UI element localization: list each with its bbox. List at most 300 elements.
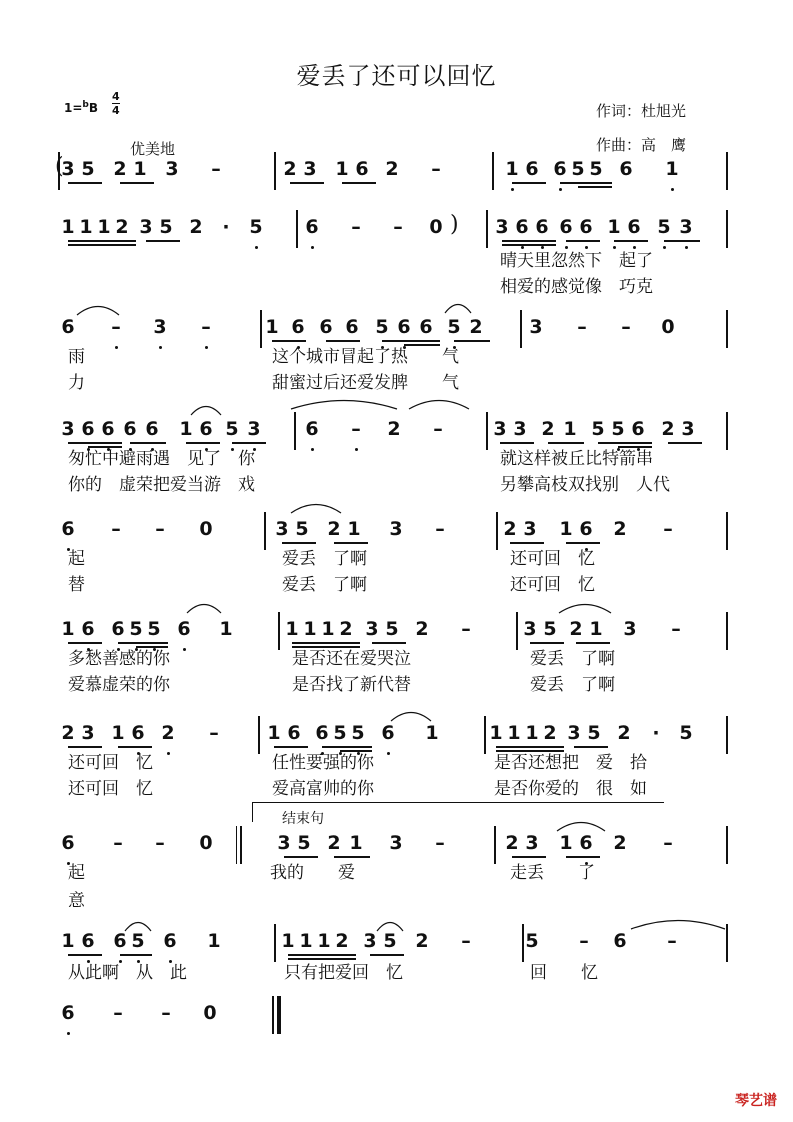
lyric-line: 甜蜜过后还爱发脾 气 bbox=[272, 373, 459, 393]
note: 1 bbox=[267, 722, 281, 744]
beam-line bbox=[454, 340, 490, 342]
beam-line bbox=[668, 442, 702, 444]
note: 2 bbox=[613, 518, 627, 540]
note: 0 bbox=[203, 1002, 217, 1024]
note: 6 bbox=[81, 930, 95, 952]
lyric-line: 另攀高枝双找别 人代 bbox=[500, 475, 670, 495]
note: 0 bbox=[199, 518, 213, 540]
note: 6 bbox=[515, 216, 529, 238]
octave-dot bbox=[671, 188, 674, 191]
note: 1 bbox=[61, 216, 75, 238]
note: – bbox=[161, 1002, 171, 1024]
octave-dot bbox=[183, 648, 186, 651]
barline bbox=[274, 924, 276, 962]
note: 1 bbox=[97, 216, 111, 238]
beam-line bbox=[664, 240, 700, 242]
beam-line bbox=[68, 182, 102, 184]
note: · bbox=[222, 216, 230, 238]
barline bbox=[726, 826, 728, 864]
note: 3 bbox=[389, 518, 403, 540]
note: 1 bbox=[563, 418, 577, 440]
note: 2 bbox=[661, 418, 675, 440]
note: 6 bbox=[553, 158, 567, 180]
beam-line bbox=[68, 240, 136, 242]
beam-line bbox=[68, 954, 102, 956]
note: 2 bbox=[569, 618, 583, 640]
note: – bbox=[663, 832, 673, 854]
lyric-line: 回 忆 bbox=[530, 963, 598, 983]
note: 1 bbox=[79, 216, 93, 238]
note: 6 bbox=[199, 418, 213, 440]
note: 2 bbox=[327, 518, 341, 540]
note: 1 bbox=[133, 158, 147, 180]
note: 1 bbox=[317, 930, 331, 952]
note: 5 bbox=[543, 618, 557, 640]
note: – bbox=[433, 418, 443, 440]
note: – bbox=[211, 158, 221, 180]
note: 6 bbox=[61, 518, 75, 540]
note: 6 bbox=[631, 418, 645, 440]
note: 6 bbox=[345, 316, 359, 338]
note: 2 bbox=[61, 722, 75, 744]
note: 5 bbox=[333, 722, 347, 744]
barline bbox=[516, 612, 518, 650]
lyric-line: 相爱的感觉像 巧克 bbox=[500, 277, 653, 297]
note: 6 bbox=[145, 418, 159, 440]
lyric-line: 我的 爱 bbox=[270, 863, 355, 883]
note: 3 bbox=[139, 216, 153, 238]
note: 5 bbox=[611, 418, 625, 440]
note: 5 bbox=[351, 722, 365, 744]
barline bbox=[486, 210, 488, 248]
note: 3 bbox=[153, 316, 167, 338]
slur-mark bbox=[558, 600, 612, 614]
lyric-line: 只有把爱回 忆 bbox=[284, 963, 403, 983]
note: 3 bbox=[81, 722, 95, 744]
note: 3 bbox=[275, 518, 289, 540]
note: 2 bbox=[415, 618, 429, 640]
ending-bracket bbox=[252, 802, 664, 803]
beam-line bbox=[566, 240, 600, 242]
barline bbox=[494, 826, 496, 864]
note: 1 bbox=[559, 832, 573, 854]
barline bbox=[726, 310, 728, 348]
octave-dot bbox=[159, 346, 162, 349]
note: 6 bbox=[319, 316, 333, 338]
note: 5 bbox=[295, 518, 309, 540]
note: 3 bbox=[165, 158, 179, 180]
barline bbox=[726, 412, 728, 450]
note: 1 bbox=[525, 722, 539, 744]
lyric-line: 还可回 忆 bbox=[510, 575, 595, 595]
note: 1 bbox=[665, 158, 679, 180]
beam-line bbox=[370, 954, 404, 956]
slur-mark bbox=[290, 396, 398, 410]
octave-dot bbox=[205, 346, 208, 349]
note: 2 bbox=[503, 518, 517, 540]
note: 1 bbox=[607, 216, 621, 238]
note: 1 bbox=[489, 722, 503, 744]
note: 0 bbox=[661, 316, 675, 338]
lyric-line: 还可回 忆 bbox=[68, 753, 153, 773]
lyric-line: 走丢 了 bbox=[510, 863, 595, 883]
note: 5 bbox=[589, 158, 603, 180]
note: 3 bbox=[513, 418, 527, 440]
beam-line bbox=[512, 182, 546, 184]
note: 1 bbox=[281, 930, 295, 952]
note: 1 bbox=[285, 618, 299, 640]
note: 3 bbox=[679, 216, 693, 238]
lyric-line: 是否还想把 爱 拾 bbox=[494, 753, 647, 773]
note: 1 bbox=[265, 316, 279, 338]
octave-dot bbox=[67, 1032, 70, 1035]
beam-line bbox=[120, 182, 154, 184]
note: 5 bbox=[447, 316, 461, 338]
barline bbox=[726, 210, 728, 248]
page-title: 爱丢了还可以回忆 bbox=[296, 62, 497, 90]
bracket: ( bbox=[55, 154, 64, 179]
barline bbox=[296, 210, 298, 248]
lyric-line: 多愁善感的你 bbox=[68, 649, 170, 669]
lyric-line: 起 bbox=[68, 549, 85, 569]
note: 5 bbox=[81, 158, 95, 180]
octave-dot bbox=[311, 448, 314, 451]
note: 2 bbox=[115, 216, 129, 238]
beam-line bbox=[578, 186, 612, 188]
note: 1 bbox=[335, 158, 349, 180]
note: 3 bbox=[493, 418, 507, 440]
note: 6 bbox=[61, 832, 75, 854]
note: 2 bbox=[113, 158, 127, 180]
note: 3 bbox=[525, 832, 539, 854]
note: 1 bbox=[321, 618, 335, 640]
note: 5 bbox=[375, 316, 389, 338]
note: – bbox=[461, 618, 471, 640]
bracket: ) bbox=[450, 212, 459, 237]
note: 6 bbox=[81, 618, 95, 640]
note: 1 bbox=[507, 722, 521, 744]
slur-mark bbox=[76, 302, 120, 316]
note: 5 bbox=[383, 930, 397, 952]
beam-line bbox=[614, 240, 648, 242]
note: 2 bbox=[385, 158, 399, 180]
slur-mark bbox=[124, 918, 152, 932]
slur-mark bbox=[444, 300, 472, 314]
note: 6 bbox=[123, 418, 137, 440]
note: 3 bbox=[523, 518, 537, 540]
lyric-line: 替 bbox=[68, 575, 85, 595]
note: 1 bbox=[207, 930, 221, 952]
note: 6 bbox=[381, 722, 395, 744]
slur-mark bbox=[186, 600, 222, 614]
note: 2 bbox=[387, 418, 401, 440]
note: 3 bbox=[247, 418, 261, 440]
lyric-line: 爱丢 了啊 bbox=[282, 549, 367, 569]
note: 6 bbox=[627, 216, 641, 238]
octave-dot bbox=[685, 246, 688, 249]
barline bbox=[294, 412, 296, 450]
repeat-barline bbox=[236, 826, 237, 864]
note: – bbox=[579, 930, 589, 952]
note: 2 bbox=[617, 722, 631, 744]
note: 3 bbox=[681, 418, 695, 440]
note: 5 bbox=[129, 618, 143, 640]
note: 2 bbox=[327, 832, 341, 854]
octave-dot bbox=[255, 246, 258, 249]
note: 5 bbox=[225, 418, 239, 440]
lyric-line: 力 bbox=[68, 373, 85, 393]
octave-dot bbox=[663, 246, 666, 249]
note: 1 bbox=[589, 618, 603, 640]
note: 6 bbox=[61, 1002, 75, 1024]
note: – bbox=[435, 518, 445, 540]
octave-dot bbox=[115, 346, 118, 349]
barline bbox=[492, 152, 494, 190]
slur-mark bbox=[390, 708, 432, 722]
slur-mark bbox=[290, 500, 342, 514]
note: · bbox=[652, 722, 660, 744]
note: 2 bbox=[543, 722, 557, 744]
note: 6 bbox=[111, 618, 125, 640]
note: – bbox=[663, 518, 673, 540]
note: – bbox=[621, 316, 631, 338]
note: 1 bbox=[505, 158, 519, 180]
note: 2 bbox=[283, 158, 297, 180]
lyric-line: 就这样被丘比特箭串 bbox=[500, 449, 653, 469]
note: 2 bbox=[335, 930, 349, 952]
beam-line bbox=[68, 244, 136, 246]
ending-bracket-edge bbox=[252, 802, 253, 822]
note: 5 bbox=[657, 216, 671, 238]
tempo-marking: 优美地 bbox=[130, 140, 176, 158]
note: – bbox=[461, 930, 471, 952]
barline bbox=[278, 612, 280, 650]
note: – bbox=[577, 316, 587, 338]
barline bbox=[272, 996, 274, 1034]
slur-mark bbox=[190, 402, 222, 416]
beam-line bbox=[342, 182, 376, 184]
key-signature: 1=$^b$B bbox=[64, 100, 99, 115]
note: 3 bbox=[61, 418, 75, 440]
slur-mark bbox=[630, 916, 726, 930]
note: 6 bbox=[177, 618, 191, 640]
slur-mark bbox=[408, 396, 470, 410]
lyric-line: 爱高富帅的你 bbox=[272, 779, 374, 799]
note: 2 bbox=[161, 722, 175, 744]
note: 6 bbox=[305, 216, 319, 238]
lyric-line: 从此啊 从 此 bbox=[68, 963, 187, 983]
note: – bbox=[111, 316, 121, 338]
barline bbox=[726, 152, 728, 190]
lyric-line: 是否你爱的 很 如 bbox=[494, 779, 647, 799]
beam-line bbox=[502, 240, 556, 242]
octave-dot bbox=[511, 188, 514, 191]
lyric-line: 晴天里忽然下 起了 bbox=[500, 251, 653, 271]
note: 6 bbox=[291, 316, 305, 338]
octave-dot bbox=[167, 752, 170, 755]
barline bbox=[522, 924, 524, 962]
note: 2 bbox=[541, 418, 555, 440]
beam-line bbox=[290, 182, 324, 184]
beam-line bbox=[146, 240, 180, 242]
note: 6 bbox=[131, 722, 145, 744]
slur-mark bbox=[376, 918, 404, 932]
note: 1 bbox=[61, 930, 75, 952]
note: 2 bbox=[189, 216, 203, 238]
note: 6 bbox=[419, 316, 433, 338]
note: 1 bbox=[559, 518, 573, 540]
note: – bbox=[113, 1002, 123, 1024]
note: – bbox=[351, 216, 361, 238]
note: – bbox=[155, 832, 165, 854]
note: 5 bbox=[159, 216, 173, 238]
note: 2 bbox=[469, 316, 483, 338]
note: 5 bbox=[131, 930, 145, 952]
note: 3 bbox=[363, 930, 377, 952]
barline bbox=[274, 152, 276, 190]
note: 0 bbox=[429, 216, 443, 238]
site-logo: 琴艺谱 bbox=[735, 1093, 777, 1109]
note: 5 bbox=[587, 722, 601, 744]
note: 5 bbox=[385, 618, 399, 640]
note: 6 bbox=[305, 418, 319, 440]
slur-mark bbox=[556, 818, 606, 832]
barline bbox=[258, 716, 260, 754]
note: 1 bbox=[349, 832, 363, 854]
note: – bbox=[113, 832, 123, 854]
note: 6 bbox=[579, 216, 593, 238]
octave-dot bbox=[355, 448, 358, 451]
note: 1 bbox=[179, 418, 193, 440]
note: 6 bbox=[525, 158, 539, 180]
note: 5 bbox=[147, 618, 161, 640]
note: 6 bbox=[613, 930, 627, 952]
note: 6 bbox=[579, 832, 593, 854]
note: 6 bbox=[287, 722, 301, 744]
note: – bbox=[201, 316, 211, 338]
note: 3 bbox=[495, 216, 509, 238]
note: 6 bbox=[619, 158, 633, 180]
lyric-line: 任性要强的你 bbox=[272, 753, 374, 773]
final-barline bbox=[277, 996, 281, 1034]
lyric-line: 爱慕虚荣的你 bbox=[68, 675, 170, 695]
ending-label: 结束句 bbox=[282, 811, 324, 827]
barline bbox=[486, 412, 488, 450]
note: – bbox=[155, 518, 165, 540]
beam-line bbox=[288, 954, 356, 956]
note: 6 bbox=[81, 418, 95, 440]
note: 1 bbox=[299, 930, 313, 952]
note: 6 bbox=[101, 418, 115, 440]
note: 5 bbox=[249, 216, 263, 238]
octave-dot bbox=[559, 188, 562, 191]
note: – bbox=[111, 518, 121, 540]
note: 5 bbox=[297, 832, 311, 854]
time-signature: 4 4 bbox=[112, 90, 120, 117]
barline bbox=[726, 716, 728, 754]
note: 5 bbox=[679, 722, 693, 744]
barline bbox=[496, 512, 498, 550]
note: 6 bbox=[315, 722, 329, 744]
lyric-line: 是否找了新代替 bbox=[292, 675, 411, 695]
lyric-line: 起 bbox=[68, 863, 85, 883]
lyric-line: 爱丢 了啊 bbox=[530, 675, 615, 695]
octave-dot bbox=[387, 752, 390, 755]
note: 6 bbox=[579, 518, 593, 540]
note: 3 bbox=[623, 618, 637, 640]
note: – bbox=[671, 618, 681, 640]
lyric-line: 还可回 忆 bbox=[68, 779, 153, 799]
lyric-line: 这个城市冒起了热 气 bbox=[272, 347, 459, 367]
note: 1 bbox=[61, 618, 75, 640]
note: 6 bbox=[559, 216, 573, 238]
barline bbox=[726, 924, 728, 962]
note: 1 bbox=[219, 618, 233, 640]
lyric-line: 雨 bbox=[68, 347, 85, 367]
note: 5 bbox=[571, 158, 585, 180]
note: 6 bbox=[535, 216, 549, 238]
note: 3 bbox=[523, 618, 537, 640]
note: – bbox=[351, 418, 361, 440]
note: 3 bbox=[365, 618, 379, 640]
lyric-line: 爱丢 了啊 bbox=[282, 575, 367, 595]
composer-credit: 作曲：高 鹰 bbox=[596, 136, 687, 154]
note: 3 bbox=[277, 832, 291, 854]
barline bbox=[264, 512, 266, 550]
lyric-line: 匆忙中避雨遇 见了 你 bbox=[68, 449, 255, 469]
barline bbox=[260, 310, 262, 348]
octave-dot bbox=[311, 246, 314, 249]
barline bbox=[520, 310, 522, 348]
note: 6 bbox=[397, 316, 411, 338]
note: 2 bbox=[339, 618, 353, 640]
barline bbox=[726, 512, 728, 550]
note: 2 bbox=[505, 832, 519, 854]
barline bbox=[484, 716, 486, 754]
note: – bbox=[667, 930, 677, 952]
note: 3 bbox=[303, 158, 317, 180]
note: – bbox=[431, 158, 441, 180]
note: 3 bbox=[61, 158, 75, 180]
note: 5 bbox=[525, 930, 539, 952]
note: 6 bbox=[163, 930, 177, 952]
note: 1 bbox=[425, 722, 439, 744]
lyric-line: 是否还在爱哭泣 bbox=[292, 649, 411, 669]
beam-line bbox=[560, 182, 612, 184]
barline bbox=[726, 612, 728, 650]
note: 2 bbox=[415, 930, 429, 952]
note: – bbox=[435, 832, 445, 854]
barline bbox=[240, 826, 242, 864]
note: 6 bbox=[355, 158, 369, 180]
lyric-line: 还可回 忆 bbox=[510, 549, 595, 569]
note: 3 bbox=[567, 722, 581, 744]
note: 6 bbox=[61, 316, 75, 338]
note: 1 bbox=[303, 618, 317, 640]
note: 1 bbox=[111, 722, 125, 744]
lyric-line: 意 bbox=[68, 891, 85, 911]
lyricist-credit: 作词：杜旭光 bbox=[596, 102, 687, 120]
beam-line bbox=[120, 954, 152, 956]
note: 6 bbox=[113, 930, 127, 952]
note: 1 bbox=[347, 518, 361, 540]
note: 3 bbox=[529, 316, 543, 338]
note: – bbox=[393, 216, 403, 238]
note: 3 bbox=[389, 832, 403, 854]
note: 5 bbox=[591, 418, 605, 440]
lyric-line: 爱丢 了啊 bbox=[530, 649, 615, 669]
lyric-line: 你的 虚荣把爱当游 戏 bbox=[68, 475, 255, 495]
